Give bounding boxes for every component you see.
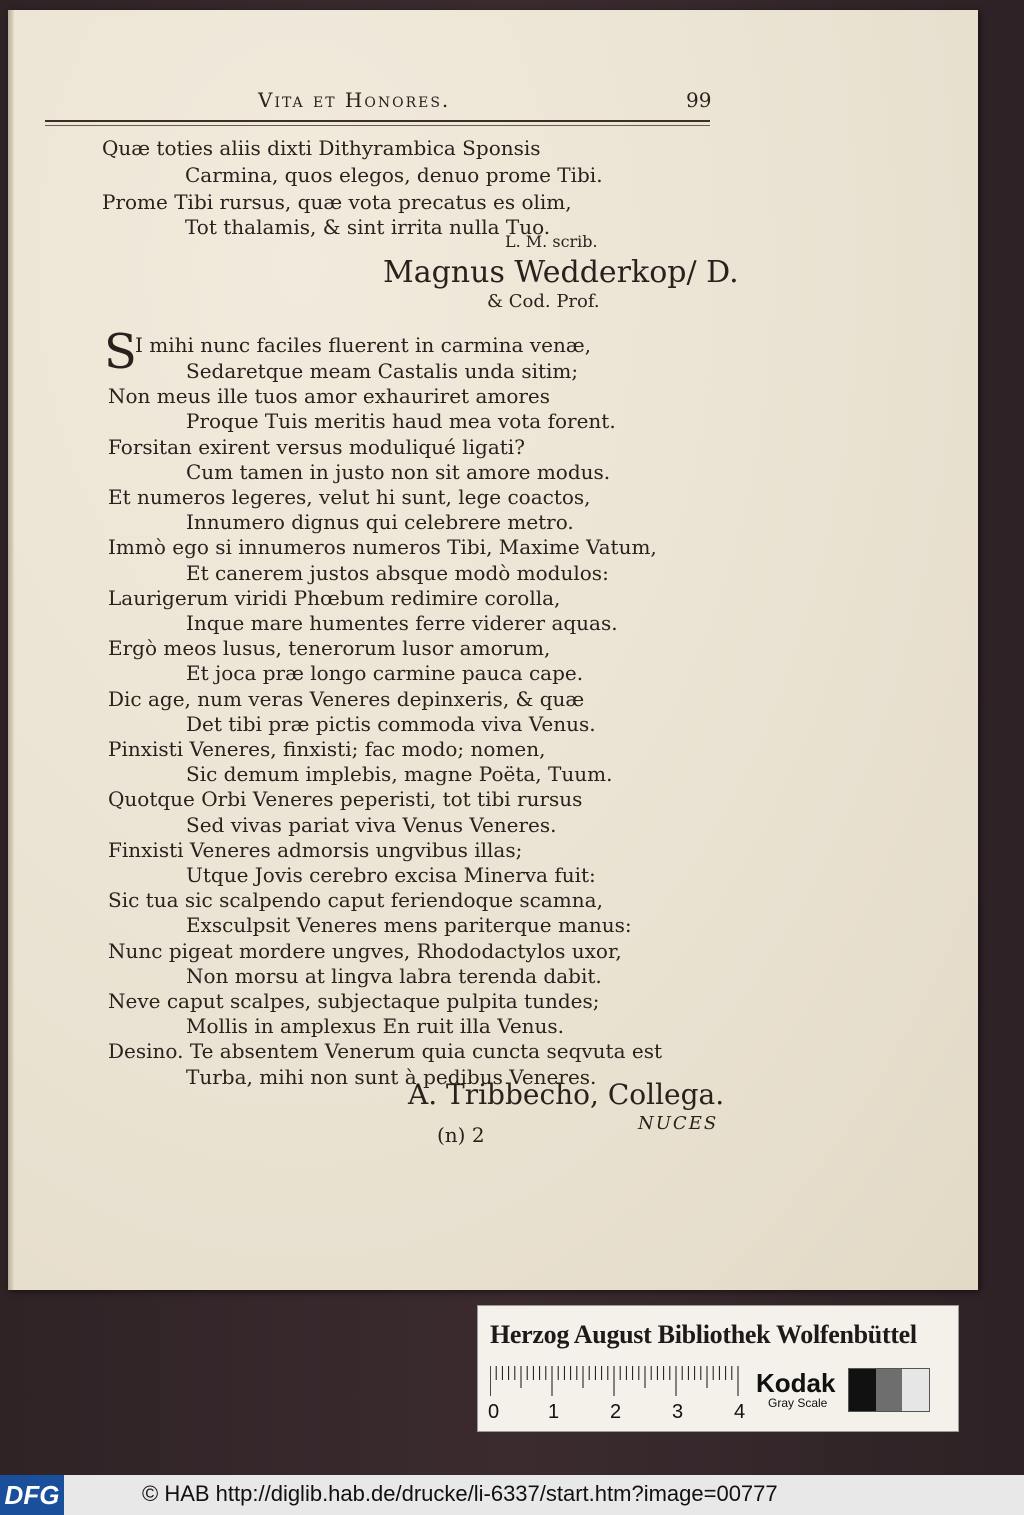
poem2-line: Sedaretque meam Castalis unda sitim; <box>186 359 579 383</box>
poem2-line: Immò ego si innumeros numeros Tibi, Maxime Vatum, <box>108 535 657 559</box>
poem2-line: Dic age, num veras Veneres depinxeris, & quæ <box>108 687 585 711</box>
gray-scale-label: Gray Scale <box>768 1396 828 1410</box>
header-rule <box>45 120 710 126</box>
poem2-line: Et canerem justos absque modò modulos: <box>186 561 609 585</box>
poem2-line: Nunc pigeat mordere ungves, Rhododactylos uxor, <box>108 939 622 963</box>
page-gutter <box>8 10 14 1290</box>
ruler-number: 4 <box>734 1401 746 1423</box>
poem2-line: Mollis in amplexus En ruit illa Venus. <box>186 1014 565 1038</box>
gray-scale-swatches <box>848 1368 930 1412</box>
poem2-line: Cum tamen in justo non sit amore modus. <box>186 460 611 484</box>
swatch-white <box>902 1369 929 1411</box>
drop-cap: S <box>104 324 137 380</box>
author-signature: Magnus Wedderkop/ D. <box>383 255 739 290</box>
poem2-line: Laurigerum viridi Phœbum redimire corolla, <box>108 586 561 610</box>
poem1-line: Prome Tibi rursus, quæ vota precatus es olim, <box>102 190 572 214</box>
running-head: Vita et Honores. <box>258 88 451 112</box>
scribe-note: L. M. scrib. <box>505 232 598 251</box>
kodak-logo: Kodak <box>756 1368 836 1398</box>
poem1-line: Carmina, quos elegos, denuo prome Tibi. <box>185 163 603 187</box>
author-title: & Cod. Prof. <box>487 291 600 312</box>
poem2-line: Et joca præ longo carmine pauca cape. <box>186 661 584 685</box>
ruler-number: 3 <box>672 1401 684 1423</box>
second-signature: A. Tribbecho, Collega. <box>408 1078 725 1111</box>
poem2-line: Utque Jovis cerebro excisa Minerva fuit: <box>186 863 596 887</box>
poem2-line: Non morsu at lingva labra terenda dabit. <box>186 964 602 988</box>
library-target-card <box>477 1305 959 1432</box>
poem2-line: Neve caput scalpes, subjectaque pulpita tundes; <box>108 989 600 1013</box>
poem2-line: Sic demum implebis, magne Poëta, Tuum. <box>186 762 613 786</box>
page-number: 99 <box>686 88 712 112</box>
poem2-line: Sed vivas pariat viva Venus Veneres. <box>186 813 557 837</box>
footer-bar <box>0 1475 1024 1515</box>
library-name: Herzog August Bibliothek Wolfenbüttel <box>490 1320 917 1349</box>
poem1-line: Tot thalamis, & sint irrita nulla Tuo. <box>185 215 551 239</box>
poem2-line: Desino. Te absentem Venerum quia cuncta seqvuta est <box>108 1039 663 1063</box>
poem2-line: Finxisti Veneres admorsis ungvibus illas; <box>108 838 523 862</box>
poem2-line: Quotque Orbi Veneres peperisti, tot tibi rursus <box>108 787 583 811</box>
poem2-line: Pinxisti Veneres, finxisti; fac modo; nomen, <box>108 737 546 761</box>
poem1-line: Quæ toties aliis dixti Dithyrambica Sponsis <box>102 136 541 160</box>
ruler-number: 0 <box>488 1401 500 1423</box>
swatch-black <box>849 1369 876 1411</box>
poem2-line: Forsitan exirent versus moduliqué ligati? <box>108 435 525 459</box>
poem2-line: Sic tua sic scalpendo caput feriendoque scamna, <box>108 888 603 912</box>
ruler-number: 2 <box>610 1401 622 1423</box>
poem2-line: Inque mare humentes ferre viderer aquas. <box>186 611 618 635</box>
catchword: NUCES <box>638 1113 719 1134</box>
poem2-line: Ergò meos lusus, tenerorum lusor amorum, <box>108 636 551 660</box>
swatch-gray <box>876 1369 903 1411</box>
poem2-first-line: I mihi nunc faciles fluerent in carmina venæ, <box>135 333 591 357</box>
copyright-link[interactable]: © HAB http://diglib.hab.de/drucke/li-6337/start.htm?image=00777 <box>142 1481 778 1506</box>
poem2-line: Exsculpsit Veneres mens pariterque manus: <box>186 913 632 937</box>
poem2-line: Proque Tuis meritis haud mea vota forent. <box>186 409 616 433</box>
ruler-icon <box>490 1366 740 1396</box>
signature-mark: (n) 2 <box>437 1123 485 1147</box>
poem2-line: Non meus ille tuos amor exhauriret amores <box>108 384 551 408</box>
ruler-number: 1 <box>548 1401 560 1423</box>
poem2-line: Turba, mihi non sunt à pedibus Veneres. <box>186 1065 597 1089</box>
poem2-line: Innumero dignus qui celebrere metro. <box>186 510 574 534</box>
dfg-logo: DFG <box>0 1475 64 1515</box>
poem2-line: Det tibi præ pictis commoda viva Venus. <box>186 712 596 736</box>
poem2-line: Et numeros legeres, velut hi sunt, lege coactos, <box>108 485 591 509</box>
